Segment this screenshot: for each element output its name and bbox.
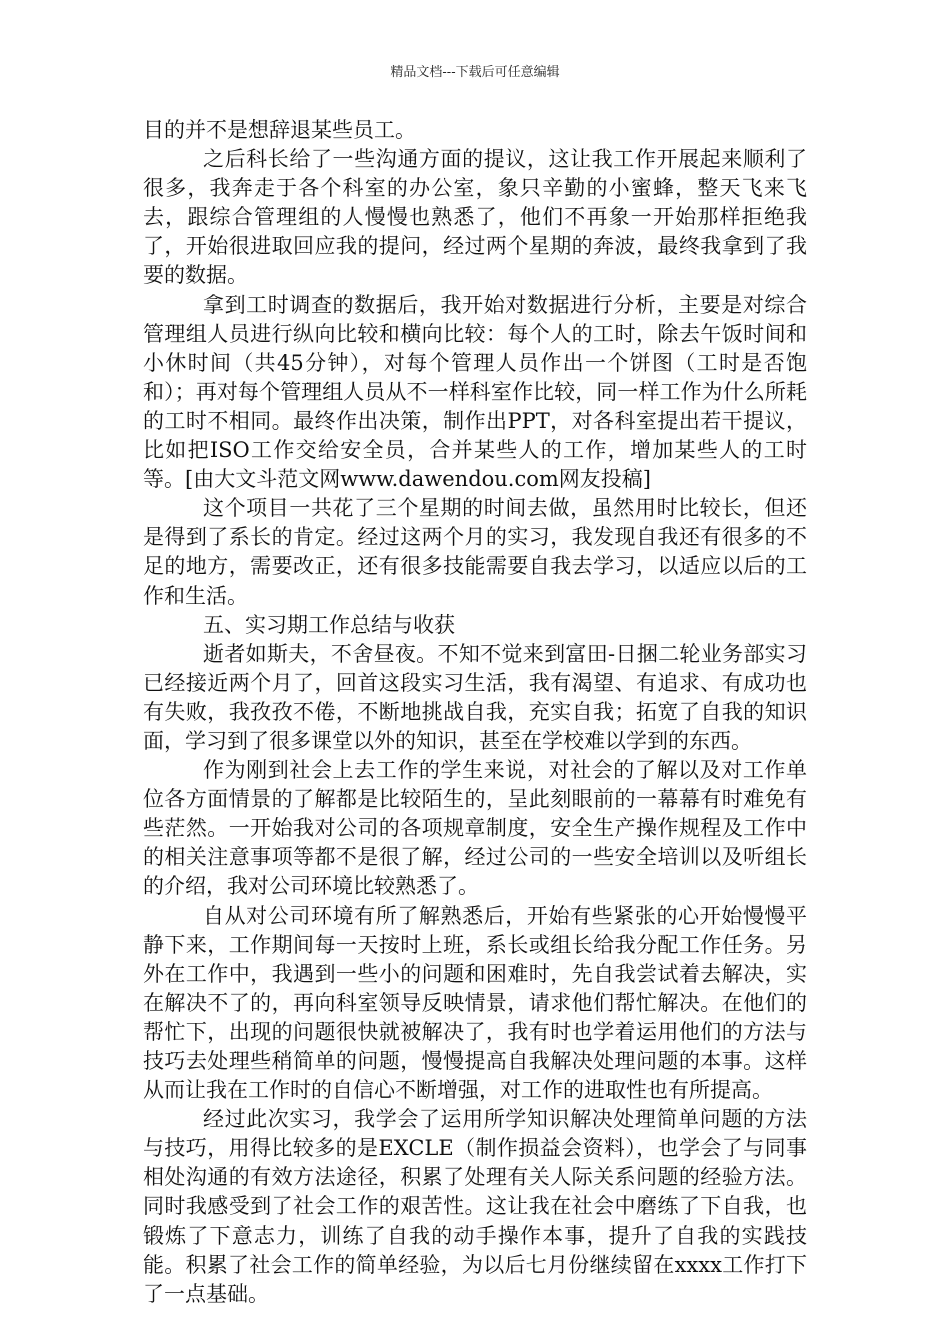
paragraph-work-experience: 自从对公司环境有所了解熟悉后，开始有些紧张的心开始慢慢平静下来，工作期间每一天按时上班，系长或组长给我分配工作任务。另外在工作中，我遇到一些小的问题和困难时，先自我尝试着去解决，实在解决不了的，再向科室领导反映情景，请求他们帮忙解决。在他们的帮忙下，出现的问题很快就被解决了，我有时也学着运用他们的方法与技巧去处理些稍简单的问题，慢慢提高自我解决处理问题的本事。这样从而让我在工作时的自信心不断增强，对工作的进取性也有所提高。 xyxy=(143,903,807,1103)
paragraph-reflection: 逝者如斯夫，不舍昼夜。不知不觉来到富田-日捆二轮业务部实习已经接近两个月了，回首这段实习生活，我有渴望、有追求、有成功也有失败，我孜孜不倦，不断地挑战自我，充实自我；拓宽了自我的知识面，学习到了很多课堂以外的知识，甚至在学校难以学到的东西。 xyxy=(143,641,807,753)
paragraph-project-summary: 这个项目一共花了三个星期的时间去做，虽然用时比较长，但还是得到了系长的肯定。经过这两个月的实习，我发现自我还有很多的不足的地方，需要改正，还有很多技能需要自我去学习，以适应以后的工作和生活。 xyxy=(143,496,807,608)
paragraph-continuation: 目的并不是想辞退某些员工。 xyxy=(143,118,416,142)
paragraph-conclusion: 经过此次实习，我学会了运用所学知识解决处理简单问题的方法与技巧，用得比较多的是EXCLE（制作损益会资料），也学会了与同事相处沟通的有效方法途径，积累了处理有关人际关系问题的经验方法。同时我感受到了社会工作的艰苦性。这让我在社会中磨练了下自我，也锻炼了下意志力，训练了自我的动手操作本事，提升了自我的实践技能。积累了社会工作的简单经验，为以后七月份继续留在xxxx工作打下了一点基础。 xyxy=(143,1107,807,1306)
section-heading: 五、实习期工作总结与收获 xyxy=(203,612,455,637)
paragraph-data-analysis: 拿到工时调查的数据后，我开始对数据进行分析，主要是对综合管理组人员进行纵向比较和横向比较：每个人的工时，除去午饭时间和小休时间（共45分钟），对每个管理人员作出一个饼图（工时是否饱和）；再对每个管理组人员从不一样科室作比较，同一样工作为什么所耗的工时不相同。最终作出决策，制作出PPT，对各科室提出若干提议，比如把ISO工作交给安全员，合并某些人的工作，增加某些人的工时等。[由大文斗范文网www.dawendou.com网友投稿] xyxy=(143,292,807,492)
document-body xyxy=(143,116,807,1309)
paragraph-adaptation: 作为刚到社会上去工作的学生来说，对社会的了解以及对工作单位各方面情景的了解都是比较陌生的，呈此刻眼前的一幕幕有时难免有些茫然。一开始我对公司的各项规章制度，安全生产操作规程及工作中的相关注意事项等都不是很了解，经过公司的一些安全培训以及听组长的介绍，我对公司环境比较熟悉了。 xyxy=(143,758,807,899)
page-header: 精品文档---下载后可任意编辑 xyxy=(390,65,560,80)
paragraph-communication: 之后科长给了一些沟通方面的提议，这让我工作开展起来顺利了很多，我奔走于各个科室的办公室，象只辛勤的小蜜蜂，整天飞来飞去，跟综合管理组的人慢慢也熟悉了，他们不再象一开始那样拒绝我了，开始很进取回应我的提问，经过两个星期的奔波，最终我拿到了我要的数据。 xyxy=(143,147,807,288)
